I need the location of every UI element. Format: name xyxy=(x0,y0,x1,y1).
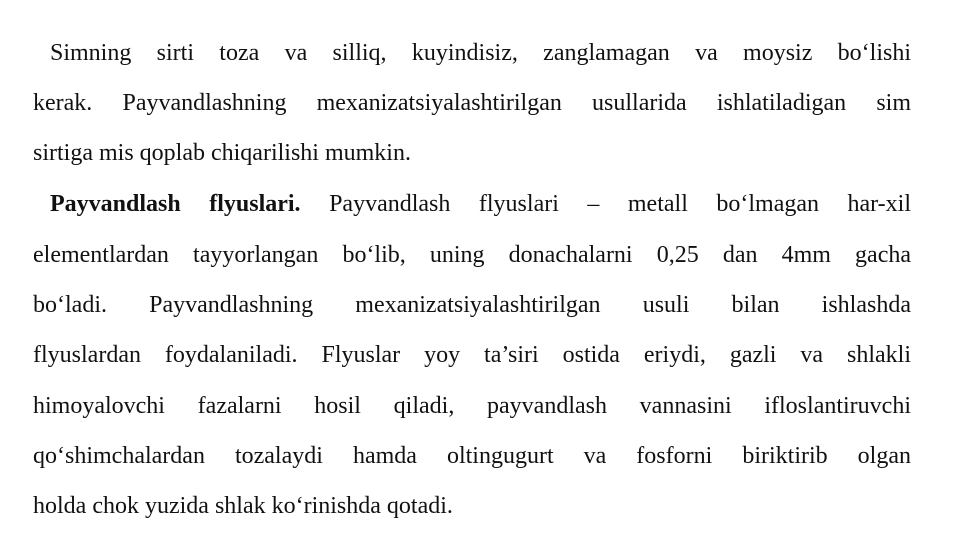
paragraph-2-line-2: elementlardan tayyorlangan bo‘lib, uning donachalarni 0,25 dan 4mm gacha xyxy=(33,242,911,268)
paragraph-1-line-2: kerak. Payvandlashning mexanizatsiyalashtirilgan usullarida ishlatiladigan sim xyxy=(33,90,911,116)
paragraph-2-line-5: himoyalovchi fazalarni hosil qiladi, payvandlash vannasini ifloslantiruvchi xyxy=(33,393,911,419)
paragraph-2-line-7: holda chok yuzida shlak ko‘rinishda qotadi. xyxy=(33,493,453,519)
paragraph-2-line-1 xyxy=(33,189,911,219)
paragraph-2-line-4: flyuslardan foydalaniladi. Flyuslar yoy ta’siri ostida eriydi, gazli va shlakli xyxy=(33,342,911,368)
paragraph-2-heading: Payvandlash flyuslari. xyxy=(50,191,301,217)
paragraph-1-line-3: sirtiga mis qoplab chiqarilishi mumkin. xyxy=(33,140,411,166)
paragraph-2-line-6: qo‘shimchalardan tozalaydi hamda oltingugurt va fosforni biriktirib olgan xyxy=(33,443,911,469)
paragraph-2-line-3: bo‘ladi. Payvandlashning mexanizatsiyalashtirilgan usuli bilan ishlashda xyxy=(33,292,911,318)
paragraph-1-line-1: Simning sirti toza va silliq, kuyindisiz, zanglamagan va moysiz bo‘lishi xyxy=(50,40,911,66)
paragraph-2-first-line-text: Payvandlash flyuslari – metall bo‘lmagan har-xil xyxy=(329,191,911,217)
